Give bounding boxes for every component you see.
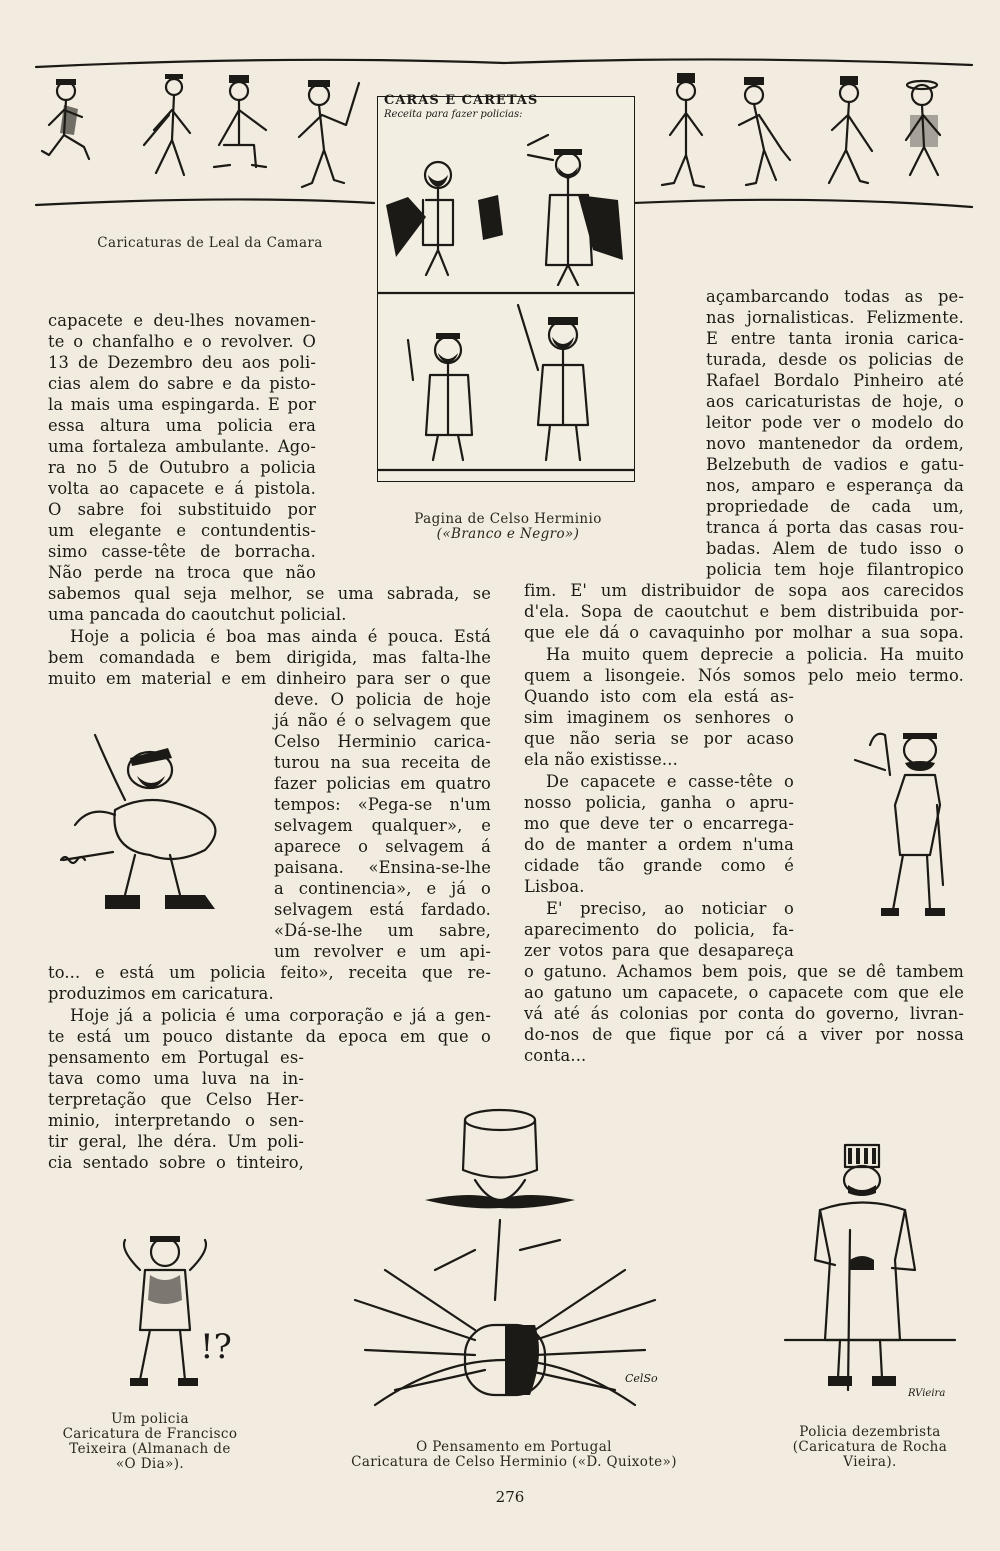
text-line: selvagem qualquer», e xyxy=(274,816,491,835)
text-line: vá até ás colonias por conta do governo, livran- xyxy=(524,1004,964,1023)
text-line: quem a lisongeie. Nós somos pelo meio termo. xyxy=(524,666,964,685)
text-line: to... e está um policia feito», receita que re- xyxy=(48,963,491,982)
text-line: d'ela. Sopa de caoutchut e bem distribuida por- xyxy=(524,602,964,621)
text-line: ela não existisse... xyxy=(524,750,678,769)
text-line: aos caricaturistas de hoje, o xyxy=(706,392,964,411)
text-line: aparecimento do policia, fa- xyxy=(524,920,794,939)
text-line: turada, desde os policias de xyxy=(706,350,964,369)
panel-drawing xyxy=(378,125,634,481)
policeman-caricature-1 xyxy=(42,79,89,159)
header-caption: Caricaturas de Leal da Camara xyxy=(97,235,323,251)
policeman-caricature-8 xyxy=(906,81,940,175)
text-line: badas. Alem de tudo isso o xyxy=(706,539,964,558)
text-line: uma fortaleza ambulante. Ago- xyxy=(48,437,316,456)
text-line: que ele dá o cavaquinho por molhar a sua sopa. xyxy=(524,623,964,642)
caption-line: «O Dia»). xyxy=(115,1456,185,1472)
caption-line: O Pensamento em Portugal xyxy=(416,1439,612,1455)
text-line: produzimos em caricatura. xyxy=(48,984,274,1003)
text-line: De capacete e casse-tête o xyxy=(546,772,794,791)
panel-caption xyxy=(392,512,624,542)
caption-line: Vieira). xyxy=(843,1454,897,1470)
text-line: simo casse-tête de borracha. xyxy=(48,542,316,561)
text-line: muito em material e em dinheiro para ser o que xyxy=(48,669,491,688)
text-line: pensamento em Portugal es- xyxy=(48,1048,304,1067)
text-line: la mais uma espingarda. E por xyxy=(48,395,316,414)
text-line: um revolver e um api- xyxy=(274,942,491,961)
panel-caption-line2: («Branco e Negro») xyxy=(436,526,580,542)
caption-dezembrista xyxy=(770,1425,970,1470)
text-line: Lisboa. xyxy=(524,877,585,896)
caption-line: (Caricatura de Rocha xyxy=(792,1439,948,1455)
text-line: açambarcando todas as pe- xyxy=(706,287,964,306)
policeman-caricature-3 xyxy=(214,75,266,167)
text-line: te está um pouco distante da epoca em que o xyxy=(48,1027,491,1046)
text-line: E' preciso, ao noticiar o xyxy=(546,899,794,918)
text-line: «Dá-se-lhe um sabre, xyxy=(274,921,491,940)
policeman-with-baton-illustration xyxy=(845,725,965,930)
text-line: Belzebuth de vadios e gatu- xyxy=(706,455,964,474)
text-line: ra no 5 de Outubro a policia xyxy=(48,458,316,477)
caption-teixeira xyxy=(40,1412,260,1472)
panel-subtitle: Receita para fazer policias: xyxy=(384,109,523,120)
text-line: cia sentado sobre o tinteiro, xyxy=(48,1153,304,1172)
text-line: 13 de Dezembro deu aos poli- xyxy=(48,353,316,372)
text-line: Hoje a policia é boa mas ainda é pouca. Está xyxy=(70,627,491,646)
text-line: zer votos para que desapareça xyxy=(524,941,794,960)
text-line: bem comandada e bem dirigida, mas falta-lhe xyxy=(48,648,491,667)
text-line: aparece o selvagem á xyxy=(274,837,491,856)
caption-line: Teixeira (Almanach de xyxy=(69,1441,231,1457)
text-line: turou na sua receita de xyxy=(274,753,491,772)
text-line: mo que deve ter o encarrega- xyxy=(524,814,794,833)
policeman-caricature-7 xyxy=(829,76,872,183)
policeman-teixeira-illustration xyxy=(110,1230,250,1410)
text-line: novo mantenedor da ordem, xyxy=(706,434,964,453)
caption-line: Caricatura de Francisco xyxy=(62,1426,238,1442)
text-line: propriedade de cada um, xyxy=(706,497,964,516)
policeman-caricature-4 xyxy=(299,80,359,187)
text-line: capacete e deu-lhes novamen- xyxy=(48,311,316,330)
text-line: que não seria se por acaso xyxy=(524,729,794,748)
pensamento-em-portugal-illustration xyxy=(335,1100,675,1410)
text-line: tranca á porta das casas rou- xyxy=(706,518,964,537)
text-line: nos, amparo e esperança da xyxy=(706,476,964,495)
policeman-caricature-2 xyxy=(144,74,190,175)
text-line: nosso policia, ganha o apru- xyxy=(524,793,794,812)
text-line: Rafael Bordalo Pinheiro até xyxy=(706,371,964,390)
policeman-with-sabre-illustration xyxy=(55,730,235,930)
text-line: volta ao capacete e á pistola. xyxy=(48,479,316,498)
text-line: essa altura uma policia era xyxy=(48,416,316,435)
panel-caption-line1: Pagina de Celso Herminio xyxy=(414,511,602,527)
text-line: deve. O policia de hoje xyxy=(274,690,491,709)
svg-text:RVieira: RVieira xyxy=(908,1388,946,1399)
text-line: sim imaginem os senhores o xyxy=(524,708,794,727)
text-line: Não perde na troca que não xyxy=(48,563,316,582)
text-line: fim. E' um distribuidor de sopa aos carecidos xyxy=(524,581,964,600)
policia-dezembrista-illustration xyxy=(780,1140,960,1410)
text-line: leitor pode ver o modelo do xyxy=(706,413,964,432)
text-line: selvagem está fardado. xyxy=(274,900,491,919)
text-line: conta... xyxy=(524,1046,587,1065)
text-line: o gatuno. Achamos bem pois, que se dê tambem xyxy=(524,962,964,981)
text-line: minio, interpretando o sen- xyxy=(48,1111,304,1130)
text-line: E entre tanta ironia carica- xyxy=(706,329,964,348)
caricature-panel xyxy=(377,93,635,482)
text-line: tempos: «Pega-se n'um xyxy=(274,795,491,814)
text-line: terpretação que Celso Her- xyxy=(48,1090,304,1109)
text-line: Quando isto com ela está as- xyxy=(524,687,794,706)
text-line: cidade tão grande como é xyxy=(524,856,794,875)
page-number: 276 xyxy=(495,1488,525,1506)
caption-pensamento xyxy=(318,1440,710,1470)
caption-line: Um policia xyxy=(111,1411,189,1427)
text-line: tir geral, lhe déra. Um poli- xyxy=(48,1132,304,1151)
policeman-caricature-5 xyxy=(662,73,704,187)
text-line: Hoje já a policia é uma corporação e já a gen- xyxy=(70,1006,491,1025)
text-line: O sabre foi substituido por xyxy=(48,500,316,519)
caption-line: Caricatura de Celso Herminio («D. Quixote») xyxy=(351,1454,677,1470)
text-line: do-nos de que fique por cá a viver por nossa xyxy=(524,1025,964,1044)
policeman-caricature-6 xyxy=(739,77,790,185)
caption-line: Policia dezembrista xyxy=(799,1424,941,1440)
text-line: Celso Herminio carica- xyxy=(274,732,491,751)
text-line: ao gatuno um capacete, o capacete com que ele xyxy=(524,983,964,1002)
text-line: nas jornalisticas. Felizmente. xyxy=(706,308,964,327)
text-line: do de manter a ordem n'uma xyxy=(524,835,794,854)
text-line: já não é o selvagem que xyxy=(274,711,491,730)
svg-text:CelSo: CelSo xyxy=(625,1372,658,1385)
text-line: Ha muito quem deprecie a policia. Ha muito xyxy=(546,645,964,664)
text-line: policia tem hoje filantropico xyxy=(706,560,964,579)
text-line: te o chanfalho e o revolver. O xyxy=(48,332,316,351)
text-line: tava como uma luva na in- xyxy=(48,1069,304,1088)
panel-title: CARAS E CARETAS xyxy=(384,93,539,108)
text-line: um elegante e contundentis- xyxy=(48,521,316,540)
text-line: cias alem do sabre e da pisto- xyxy=(48,374,316,393)
text-line: a continencia», e já o xyxy=(274,879,491,898)
text-line: fazer policias em quatro xyxy=(274,774,491,793)
text-line: paisana. «Ensina-se-lhe xyxy=(274,858,491,877)
svg-text:!?: !? xyxy=(200,1327,232,1367)
text-line: uma pancada do caoutchut policial. xyxy=(48,605,347,624)
text-line: sabemos qual seja melhor, se uma sabrada, se xyxy=(48,584,491,603)
